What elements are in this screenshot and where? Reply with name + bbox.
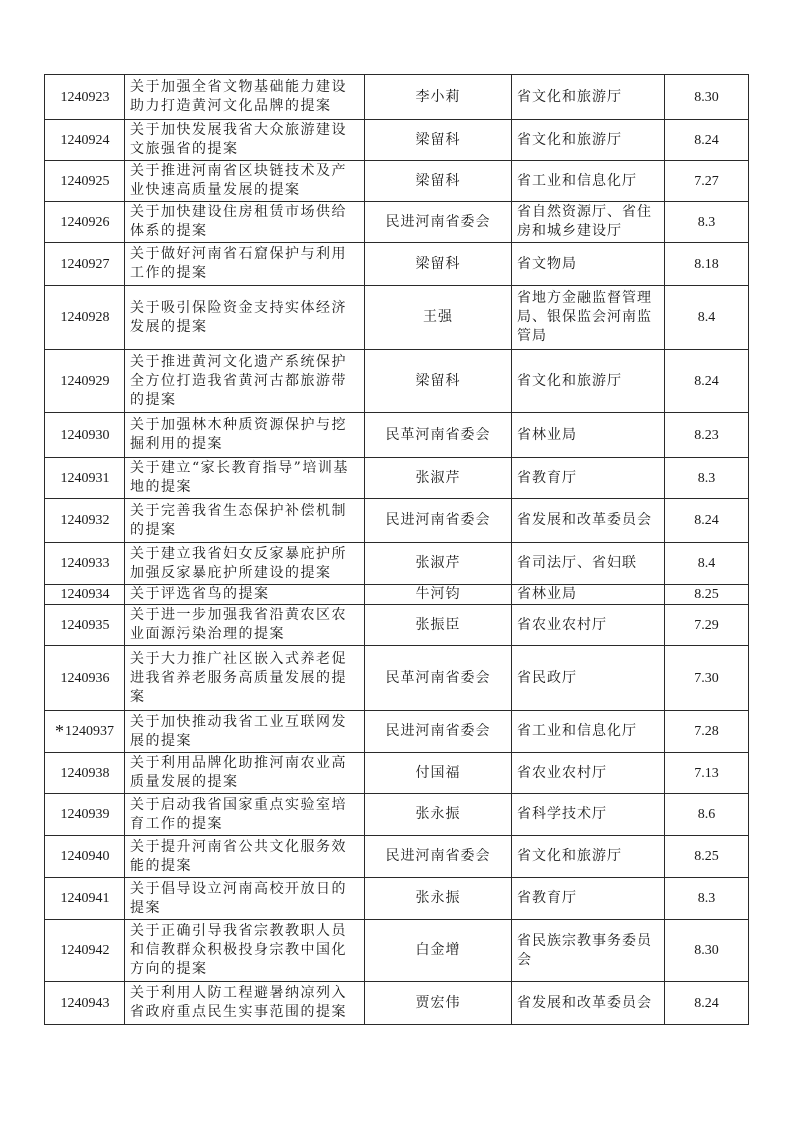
proposer: 民革河南省委会 xyxy=(365,646,512,711)
proposer: 牛河钧 xyxy=(365,585,512,605)
proposal-number: 1240938 xyxy=(60,765,110,781)
proposal-title: 关于吸引保险资金支持实体经济发展的提案 xyxy=(125,286,365,350)
completion-date: 8.25 xyxy=(665,836,749,878)
completion-date: 8.24 xyxy=(665,350,749,413)
completion-date: 7.28 xyxy=(665,711,749,753)
proposer: 张永振 xyxy=(365,878,512,920)
proposal-number: 1240930 xyxy=(60,427,110,443)
table-body xyxy=(45,75,749,1025)
proposal-number-cell xyxy=(45,605,125,646)
handling-department: 省民族宗教事务委员会 xyxy=(512,920,665,982)
proposal-title: 关于完善我省生态保护补偿机制的提案 xyxy=(125,499,365,543)
table-row xyxy=(45,243,749,286)
proposal-title: 关于大力推广社区嵌入式养老促进我省养老服务高质量发展的提案 xyxy=(125,646,365,711)
proposer: 王强 xyxy=(365,286,512,350)
proposer: 张永振 xyxy=(365,794,512,836)
proposal-number: 1240937 xyxy=(65,724,114,739)
completion-date: 8.3 xyxy=(665,458,749,499)
proposal-number: 1240943 xyxy=(60,995,110,1011)
handling-department: 省发展和改革委员会 xyxy=(512,982,665,1025)
proposal-title: 关于倡导设立河南高校开放日的提案 xyxy=(125,878,365,920)
handling-department: 省司法厅、省妇联 xyxy=(512,543,665,585)
proposal-title: 关于推进河南省区块链技术及产业快速高质量发展的提案 xyxy=(125,161,365,202)
table-row xyxy=(45,458,749,499)
proposal-number: 1240942 xyxy=(60,943,110,958)
handling-department: 省工业和信息化厅 xyxy=(512,711,665,753)
proposal-number-cell xyxy=(45,794,125,836)
proposal-number-cell xyxy=(45,202,125,243)
proposal-number: 1240933 xyxy=(60,556,110,571)
handling-department: 省林业局 xyxy=(512,413,665,458)
table-row xyxy=(45,202,749,243)
proposal-number-cell xyxy=(45,413,125,458)
handling-department: 省工业和信息化厅 xyxy=(512,161,665,202)
handling-department: 省科学技术厅 xyxy=(512,794,665,836)
completion-date: 8.24 xyxy=(665,120,749,161)
handling-department: 省农业农村厅 xyxy=(512,605,665,646)
table-row xyxy=(45,836,749,878)
table-row xyxy=(45,75,749,120)
proposal-number-cell xyxy=(45,243,125,286)
proposal-title: 关于做好河南省石窟保护与利用工作的提案 xyxy=(125,243,365,286)
completion-date: 8.24 xyxy=(665,982,749,1025)
table-row xyxy=(45,605,749,646)
proposal-title: 关于建立“家长教育指导”培训基地的提案 xyxy=(125,458,365,499)
proposal-number-cell xyxy=(45,286,125,350)
proposal-title: 关于正确引导我省宗教教职人员和信教群众积极投身宗教中国化方向的提案 xyxy=(125,920,365,982)
proposal-title: 关于利用品牌化助推河南农业高质量发展的提案 xyxy=(125,753,365,794)
proposal-title: 关于建立我省妇女反家暴庇护所加强反家暴庇护所建设的提案 xyxy=(125,543,365,585)
proposal-table xyxy=(44,74,749,1025)
proposal-number-cell xyxy=(45,458,125,499)
completion-date: 8.24 xyxy=(665,499,749,543)
completion-date: 7.27 xyxy=(665,161,749,202)
handling-department: 省文物局 xyxy=(512,243,665,286)
table-row xyxy=(45,286,749,350)
handling-department: 省文化和旅游厅 xyxy=(512,75,665,120)
proposer: 贾宏伟 xyxy=(365,982,512,1025)
proposal-number-cell xyxy=(45,711,125,753)
proposal-number: 1240931 xyxy=(60,470,110,486)
proposal-number: 1240928 xyxy=(60,310,110,325)
proposer: 梁留科 xyxy=(365,350,512,413)
proposal-title: 关于利用人防工程避暑纳凉列入省政府重点民生实事范围的提案 xyxy=(125,982,365,1025)
completion-date: 8.23 xyxy=(665,413,749,458)
table-row xyxy=(45,161,749,202)
proposal-number-cell xyxy=(45,350,125,413)
proposal-number: 1240939 xyxy=(60,807,110,822)
proposer: 梁留科 xyxy=(365,243,512,286)
proposal-title: 关于推进黄河文化遗产系统保护全方位打造我省黄河古都旅游带的提案 xyxy=(125,350,365,413)
handling-department: 省文化和旅游厅 xyxy=(512,120,665,161)
table-row xyxy=(45,920,749,982)
completion-date: 8.25 xyxy=(665,585,749,605)
proposer: 李小莉 xyxy=(365,75,512,120)
handling-department: 省自然资源厅、省住房和城乡建设厅 xyxy=(512,202,665,243)
table-row xyxy=(45,878,749,920)
completion-date: 7.29 xyxy=(665,605,749,646)
table-row xyxy=(45,711,749,753)
table-row xyxy=(45,120,749,161)
handling-department: 省文化和旅游厅 xyxy=(512,350,665,413)
proposal-number: 1240934 xyxy=(60,587,110,602)
completion-date: 8.3 xyxy=(665,202,749,243)
table-row xyxy=(45,585,749,605)
table-row xyxy=(45,794,749,836)
key-proposal-star: * xyxy=(55,721,64,741)
handling-department: 省地方金融监督管理局、银保监会河南监管局 xyxy=(512,286,665,350)
completion-date: 8.4 xyxy=(665,286,749,350)
handling-department: 省林业局 xyxy=(512,585,665,605)
completion-date: 8.3 xyxy=(665,878,749,920)
proposal-number: 1240924 xyxy=(60,132,110,148)
proposal-title: 关于加强全省文物基础能力建设助力打造黄河文化品牌的提案 xyxy=(125,75,365,120)
proposal-number-cell xyxy=(45,836,125,878)
handling-department: 省发展和改革委员会 xyxy=(512,499,665,543)
proposal-title: 关于加快发展我省大众旅游建设文旅强省的提案 xyxy=(125,120,365,161)
proposal-number: 1240927 xyxy=(60,256,110,272)
proposal-number-cell xyxy=(45,161,125,202)
proposal-title: 关于加快推动我省工业互联网发展的提案 xyxy=(125,711,365,753)
completion-date: 8.30 xyxy=(665,920,749,982)
proposer: 张淑芹 xyxy=(365,543,512,585)
table-row xyxy=(45,646,749,711)
table-row xyxy=(45,499,749,543)
handling-department: 省民政厅 xyxy=(512,646,665,711)
proposer: 民革河南省委会 xyxy=(365,413,512,458)
completion-date: 7.13 xyxy=(665,753,749,794)
proposal-number-cell xyxy=(45,120,125,161)
proposal-number: 1240923 xyxy=(60,89,110,105)
proposal-number: 1240940 xyxy=(60,849,110,864)
proposal-number-cell xyxy=(45,499,125,543)
completion-date: 8.30 xyxy=(665,75,749,120)
proposer: 民进河南省委会 xyxy=(365,711,512,753)
proposer: 民进河南省委会 xyxy=(365,836,512,878)
proposer: 张振臣 xyxy=(365,605,512,646)
proposal-number-cell xyxy=(45,878,125,920)
proposal-number: 1240941 xyxy=(60,891,110,906)
proposal-title: 关于启动我省国家重点实验室培育工作的提案 xyxy=(125,794,365,836)
proposal-title: 关于提升河南省公共文化服务效能的提案 xyxy=(125,836,365,878)
completion-date: 8.18 xyxy=(665,243,749,286)
proposal-title: 关于进一步加强我省沿黄农区农业面源污染治理的提案 xyxy=(125,605,365,646)
proposer: 民进河南省委会 xyxy=(365,499,512,543)
proposal-title: 关于评选省鸟的提案 xyxy=(125,585,365,605)
proposal-number-cell xyxy=(45,75,125,120)
proposal-title: 关于加快建设住房租赁市场供给体系的提案 xyxy=(125,202,365,243)
handling-department: 省农业农村厅 xyxy=(512,753,665,794)
table-row xyxy=(45,543,749,585)
proposer: 张淑芹 xyxy=(365,458,512,499)
table-row xyxy=(45,753,749,794)
proposal-number: 1240926 xyxy=(60,214,110,230)
handling-department: 省文化和旅游厅 xyxy=(512,836,665,878)
proposer: 梁留科 xyxy=(365,161,512,202)
proposer: 付国福 xyxy=(365,753,512,794)
completion-date: 8.6 xyxy=(665,794,749,836)
table-row xyxy=(45,982,749,1025)
proposal-number: 1240929 xyxy=(60,373,110,389)
proposer: 梁留科 xyxy=(365,120,512,161)
proposal-number-cell xyxy=(45,753,125,794)
proposal-number: 1240936 xyxy=(60,670,110,686)
handling-department: 省教育厅 xyxy=(512,458,665,499)
handling-department: 省教育厅 xyxy=(512,878,665,920)
proposal-number: 1240932 xyxy=(60,513,110,528)
proposal-number: 1240925 xyxy=(60,173,110,189)
proposal-number-cell xyxy=(45,982,125,1025)
completion-date: 8.4 xyxy=(665,543,749,585)
proposer: 白金增 xyxy=(365,920,512,982)
table-row xyxy=(45,350,749,413)
proposal-number: 1240935 xyxy=(60,617,110,633)
completion-date: 7.30 xyxy=(665,646,749,711)
proposal-number-cell xyxy=(45,646,125,711)
proposal-title: 关于加强林木种质资源保护与挖掘利用的提案 xyxy=(125,413,365,458)
table-row xyxy=(45,413,749,458)
proposer: 民进河南省委会 xyxy=(365,202,512,243)
proposal-number-cell xyxy=(45,585,125,605)
proposal-number-cell xyxy=(45,543,125,585)
proposal-number-cell xyxy=(45,920,125,982)
